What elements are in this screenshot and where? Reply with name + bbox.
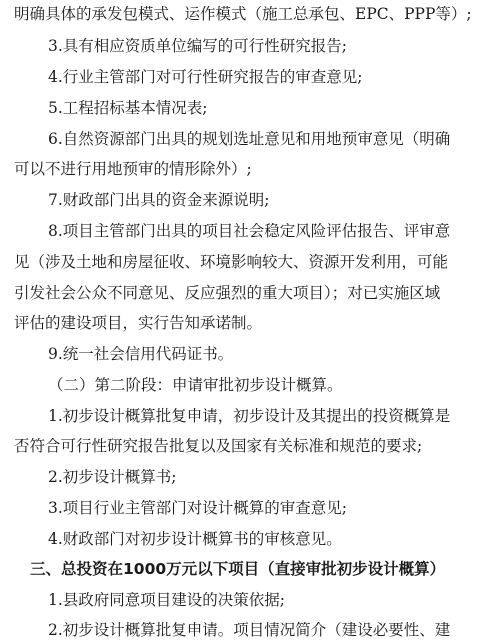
section-heading: （二）第二阶段：申请审批初步设计概算。 [48,376,343,394]
text-line: 可以不进行用地预审的情形除外）; [14,160,252,178]
list-item-3: 3.项目行业主管部门对设计概算的审查意见; [48,499,348,517]
list-item-1: 1.初步设计概算批复申请，初步设计及其提出的投资概算是 [48,407,451,425]
list-item-1: 1.县政府同意项目建设的决策依据; [48,591,286,609]
list-item-2: 2.初步设计概算书; [48,468,177,486]
list-item-6: 6.自然资源部门出具的规划选址意见和用地预审意见（明确 [48,130,451,148]
list-item-3: 3.具有相应资质单位编写的可行性研究报告; [48,37,348,55]
list-item-8: 8.项目主管部门出具的项目社会稳定风险评估报告、评审意 [48,222,451,240]
list-item-4: 4.行业主管部门对可行性研究报告的审查意见; [48,68,363,86]
list-item-4: 4.财政部门对初步设计概算书的审核意见。 [48,530,342,548]
section-heading-bold: 三、总投资在1000万元以下项目（直接审批初步设计概算） [30,560,446,578]
text-line: 明确具体的承发包模式、运作模式（施工总承包、EPC、PPP等）; [14,5,472,23]
text-line: 见（涉及土地和房屋征收、环境影响较大、资源开发利用，可能 [14,253,449,271]
list-item-2: 2.初步设计概算批复申请。项目情况简介（建设必要性、建 [48,621,451,639]
list-item-7: 7.财政部门出具的资金来源说明; [48,191,270,209]
text-line: 引发社会公众不同意见、反应强烈的重大项目）；对已实施区域 [14,284,441,302]
list-item-5: 5.工程招标基本情况表; [48,99,208,117]
text-line: 评估的建设项目，实行告知承诺制。 [14,314,263,332]
list-item-9: 9.统一社会信用代码证书。 [48,345,234,363]
text-line: 否符合可行性研究报告批复以及国家有关标准和规范的要求; [14,437,423,455]
